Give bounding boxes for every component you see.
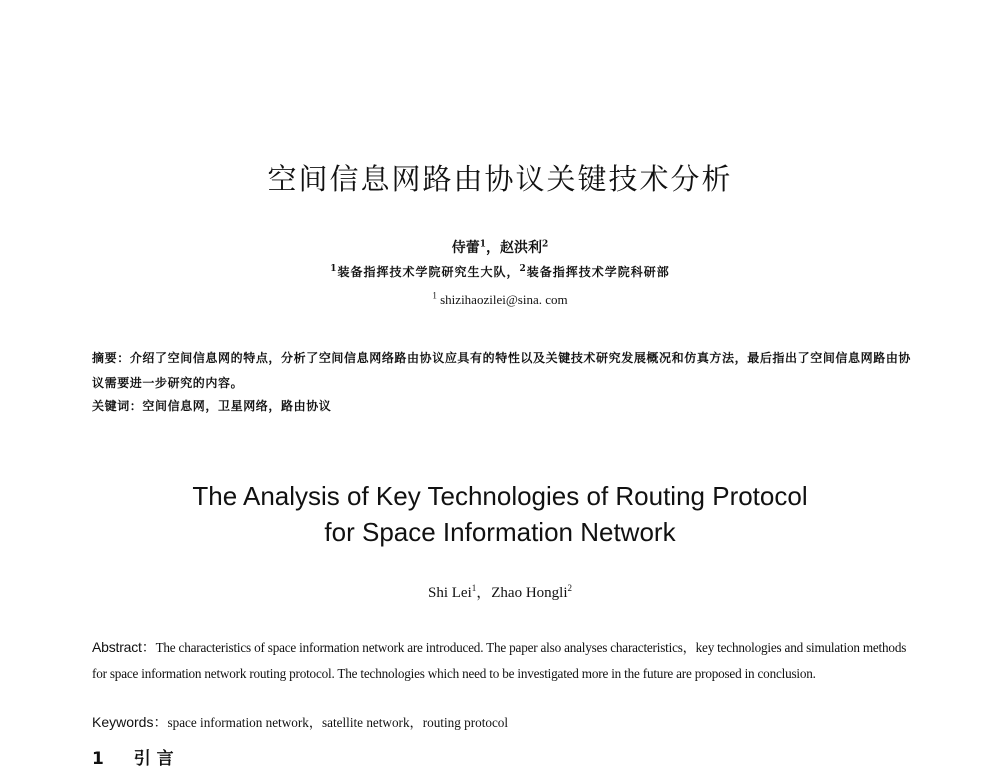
english-author-1-superscript: 1 (471, 583, 477, 593)
chinese-abstract-label: 摘要： (92, 351, 130, 365)
email-address: shizihaozilei@sina. com (440, 292, 568, 307)
affiliation-1-superscript: 1 (330, 264, 338, 274)
chinese-authors (0, 237, 1000, 257)
english-title-line-2: for Space Information Network (324, 517, 676, 547)
english-keywords-label: Keywords： (92, 714, 168, 730)
author-2-name: 赵洪利 (500, 240, 542, 256)
english-authors (0, 581, 1000, 602)
chinese-abstract (92, 346, 912, 396)
chinese-title: 空间信息网路由协议关键技术分析 (267, 162, 733, 196)
chinese-keywords-label: 关键词： (92, 399, 143, 413)
chinese-affiliations (0, 263, 1000, 280)
author-1-superscript: 1 (479, 239, 486, 250)
email-superscript: 1 (432, 290, 437, 301)
affiliation-1: 装备指挥技术学院研究生大队， (337, 265, 520, 279)
english-keywords (92, 712, 508, 732)
author-2-superscript: 2 (542, 239, 549, 250)
chinese-abstract-text: 介绍了空间信息网的特点，分析了空间信息网络路由协议应具有的特性以及关键技术研究发展概况和仿真方法，最后指出了空间信息网路由协议需要进一步研究的内容。 (92, 351, 912, 390)
english-author-1-name: Shi Lei (427, 585, 472, 601)
affiliation-2-superscript: 2 (519, 264, 527, 274)
english-abstract-label: Abstract： (92, 639, 156, 655)
english-author-2-name: Zhao Hongli (491, 585, 568, 601)
english-author-2-superscript: 2 (567, 583, 572, 593)
english-abstract (92, 634, 910, 687)
english-author-separator: ， (476, 585, 492, 601)
author-separator: ， (486, 240, 500, 256)
english-keywords-text: space information network，satellite network，routing protocol (167, 715, 509, 730)
section-title: 引言 (133, 749, 180, 769)
section-number: 1 (92, 749, 110, 769)
chinese-keywords (92, 397, 331, 414)
affiliation-2: 装备指挥技术学院科研部 (526, 265, 670, 279)
section-heading (92, 744, 180, 769)
english-title (0, 478, 1000, 550)
chinese-keywords-text: 空间信息网，卫星网络，路由协议 (142, 399, 332, 413)
author-email (0, 292, 1000, 308)
english-title-line-1: The Analysis of Key Technologies of Routing Protocol (192, 481, 808, 511)
author-1-name: 侍蕾 (451, 240, 480, 256)
english-abstract-text: The characteristics of space information network are introduced. The paper also analyses characteristics，key technologies and simulation methods for space information network routing protocol. The technologies which need to be investigated more in the future are proposed in conclusion. (92, 640, 907, 681)
